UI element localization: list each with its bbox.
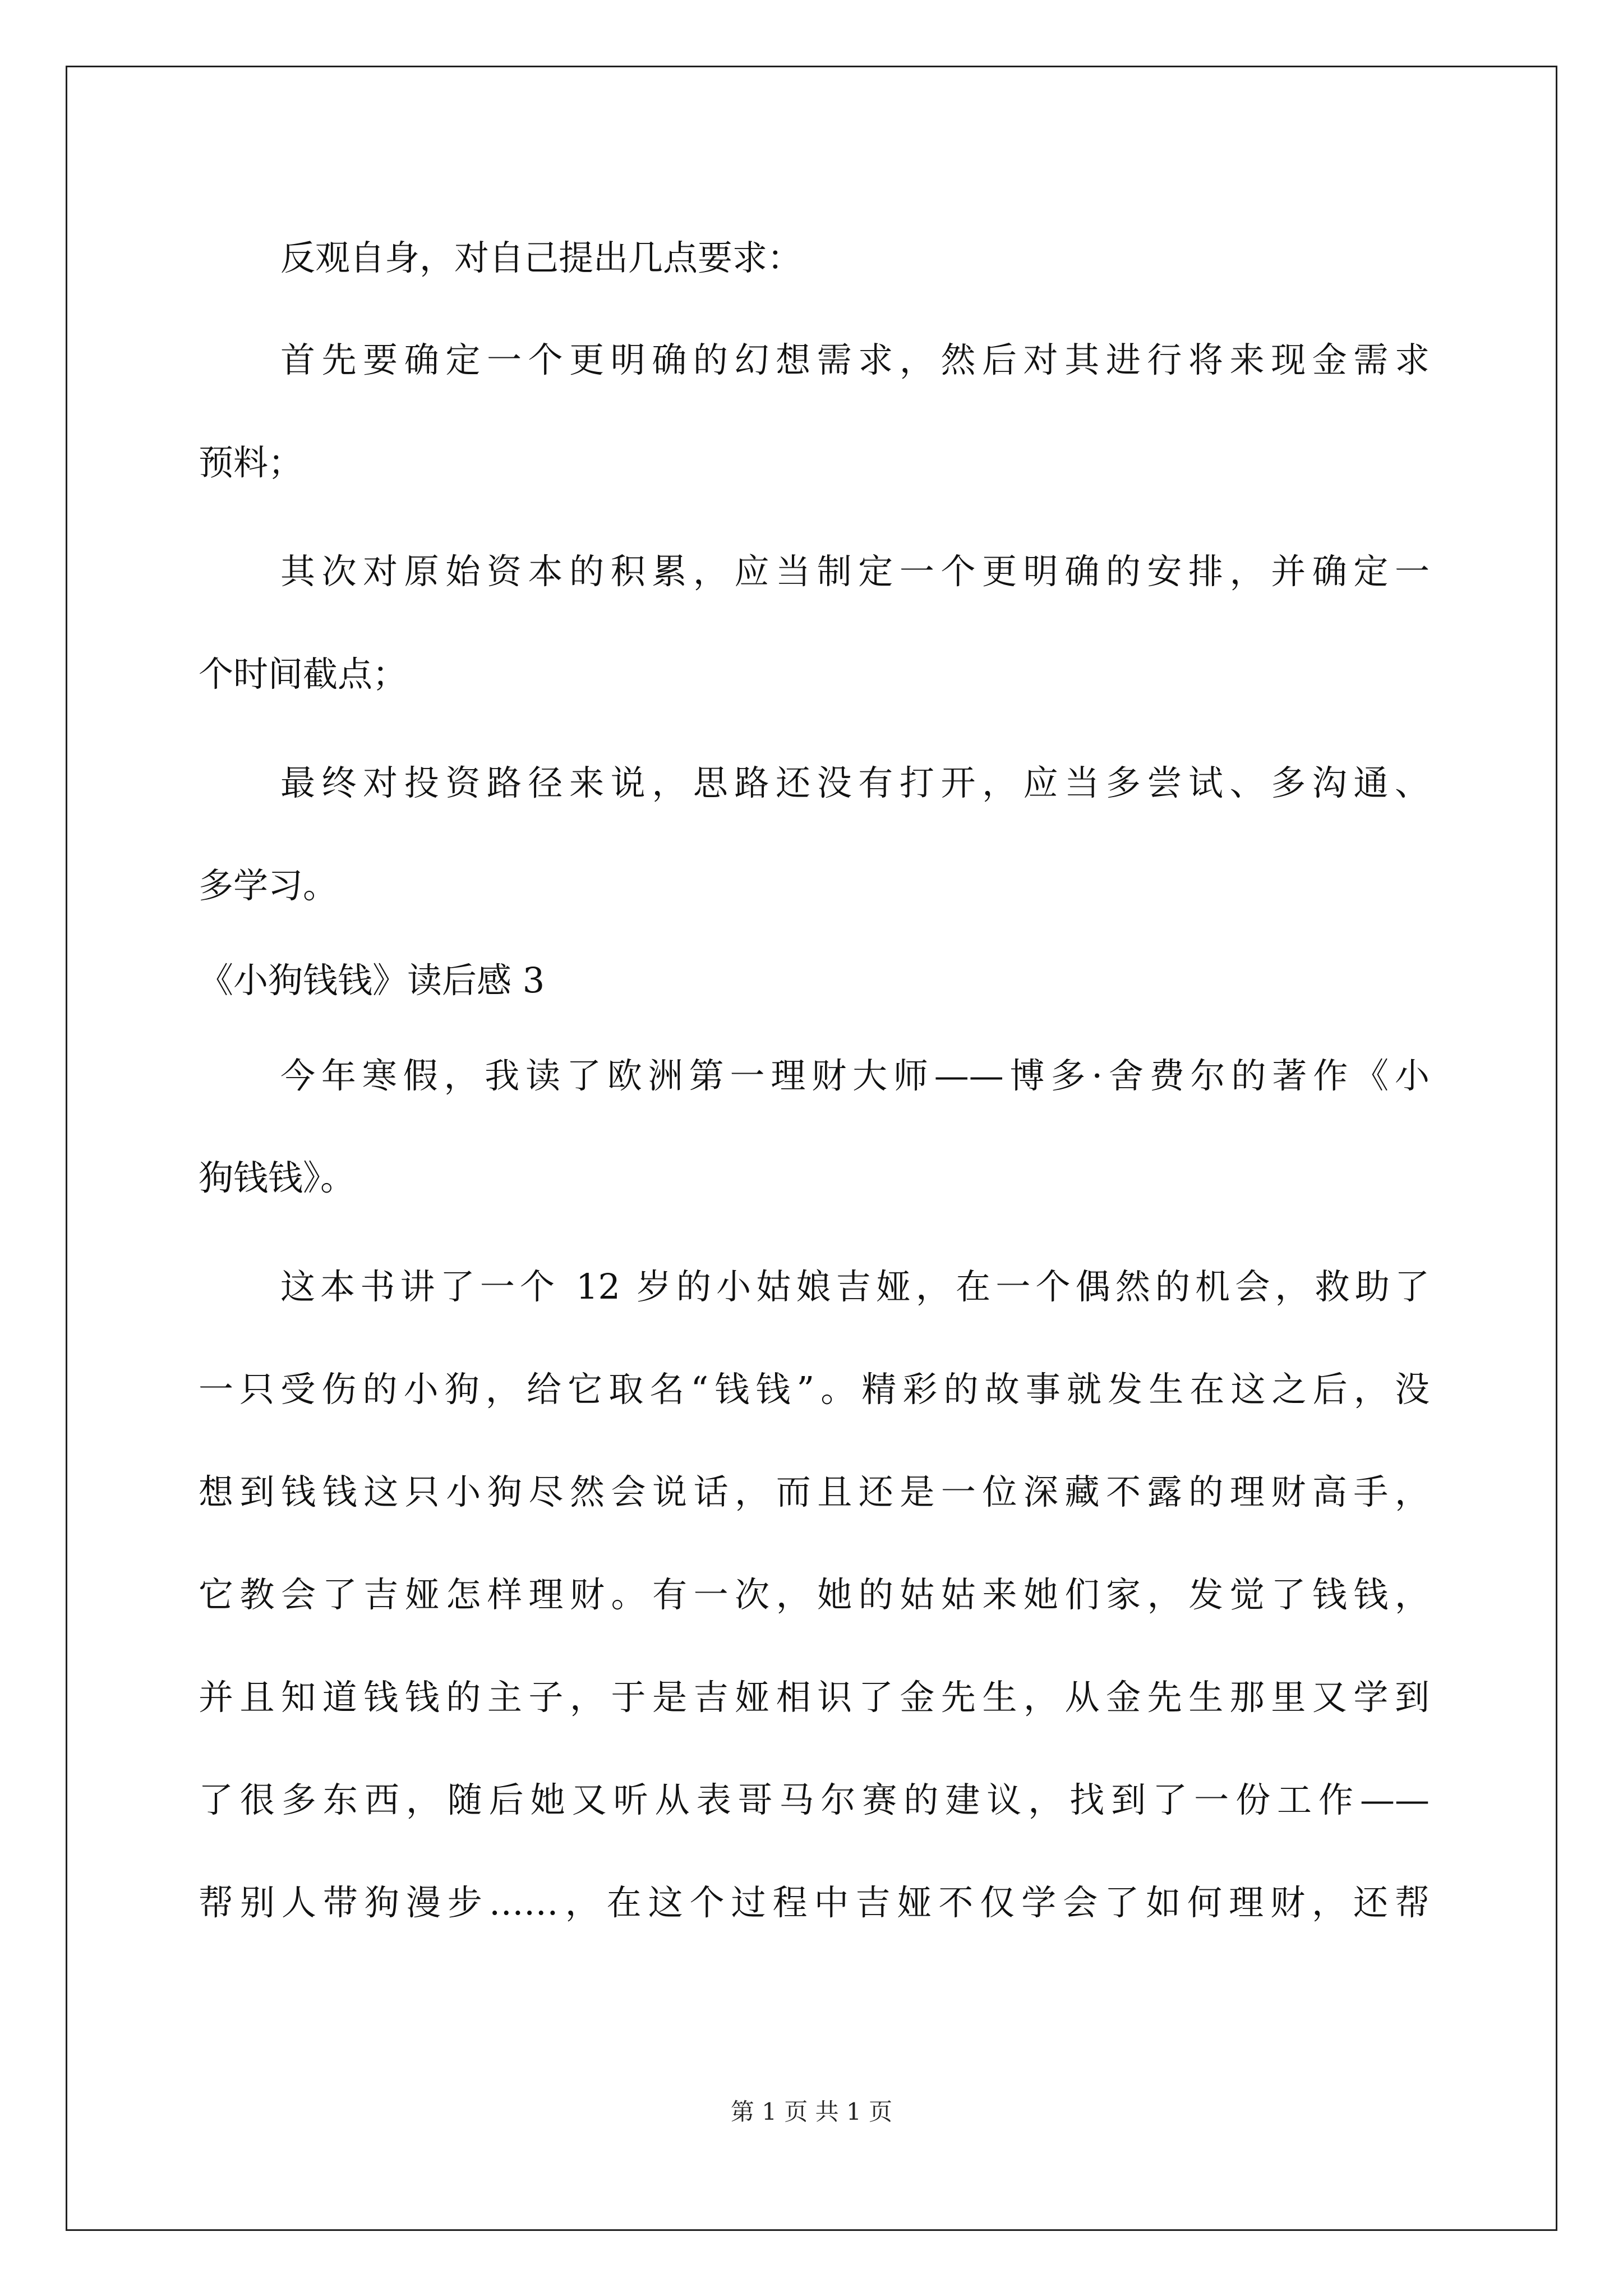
paragraph-line: 这本书讲了一个 12 岁的小姑娘吉娅，在一个偶然的机会，救助了 bbox=[280, 1266, 1430, 1307]
section-heading: 《小狗钱钱》读后感 3 bbox=[199, 960, 545, 1001]
paragraph-line: 想到钱钱这只小狗尽然会说话，而且还是一位深藏不露的理财高手， bbox=[199, 1471, 1430, 1512]
paragraph-line: 并且知道钱钱的主子，于是吉娅相识了金先生，从金先生那里又学到 bbox=[199, 1677, 1430, 1718]
paragraph-line: 它教会了吉娅怎样理财。有一次，她的姑姑来她们家，发觉了钱钱， bbox=[199, 1574, 1430, 1615]
paragraph-line: 狗钱钱》。 bbox=[199, 1157, 356, 1198]
paragraph-line: 最终对投资路径来说，思路还没有打开，应当多尝试、多沟通、 bbox=[280, 762, 1430, 803]
paragraph-line: 一只受伤的小狗，给它取名“钱钱”。精彩的故事就发生在这之后，没 bbox=[199, 1369, 1430, 1410]
paragraph-line: 帮别人带狗漫步……，在这个过程中吉娅不仅学会了如何理财，还帮 bbox=[199, 1882, 1430, 1923]
paragraph-line: 了很多东西，随后她又听从表哥马尔赛的建议，找到了一份工作—— bbox=[199, 1779, 1430, 1820]
paragraph-line: 反观自身，对自己提出几点要求： bbox=[280, 237, 803, 278]
paragraph-line: 今年寒假，我读了欧洲第一理财大师——博多·舍费尔的著作《小 bbox=[280, 1055, 1430, 1096]
page-footer: 第 1 页 共 1 页 bbox=[730, 2098, 893, 2125]
paragraph-line: 其次对原始资本的积累，应当制定一个更明确的安排，并确定一 bbox=[280, 551, 1430, 592]
paragraph-line: 个时间截点； bbox=[199, 654, 408, 694]
paragraph-line: 首先要确定一个更明确的幻想需求，然后对其进行将来现金需求 bbox=[280, 339, 1430, 380]
paragraph-line: 多学习。 bbox=[199, 865, 338, 906]
paragraph-line: 预料； bbox=[199, 442, 303, 483]
